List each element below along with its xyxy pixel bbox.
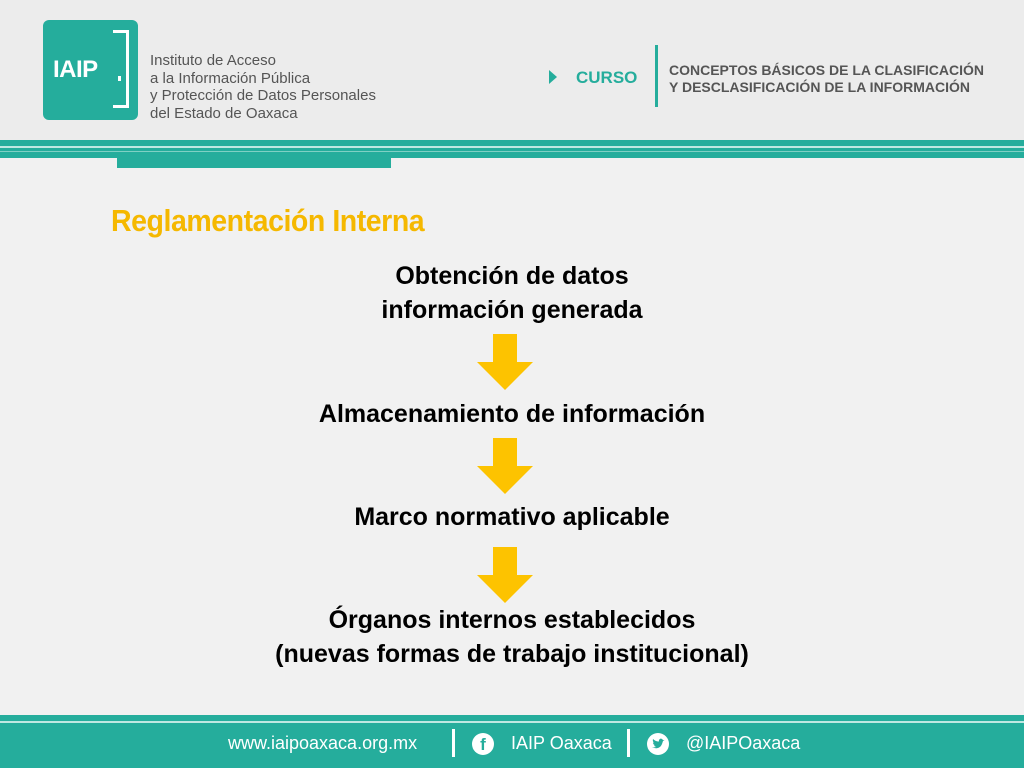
- flow-step-line: información generada: [381, 296, 643, 324]
- flow-step-4: [0, 603, 1024, 671]
- institution-line: del Estado de Oaxaca: [150, 104, 298, 122]
- down-arrow-icon: [477, 334, 533, 390]
- course-title: [669, 62, 984, 96]
- curso-label: CURSO: [576, 68, 638, 87]
- website-link[interactable]: www.iaipoaxaca.org.mx: [228, 733, 418, 753]
- flow-step-line: Obtención de datos: [395, 262, 629, 290]
- course-title-line: Y DESCLASIFICACIÓN DE LA INFORMACIÓN: [669, 79, 971, 95]
- title-tab-strip: [117, 158, 391, 168]
- course-title-line: CONCEPTOS BÁSICOS DE LA CLASIFICACIÓN: [669, 62, 985, 78]
- logo-text: IAIP: [53, 56, 98, 83]
- footer-divider: [627, 729, 630, 757]
- play-arrow-icon: [549, 70, 557, 84]
- top-band-stripe: [0, 151, 1024, 152]
- flow-step-2: [0, 397, 1024, 431]
- header: [0, 0, 1024, 140]
- twitter-icon[interactable]: [647, 733, 669, 755]
- logo-door-shape: [113, 30, 129, 108]
- facebook-icon[interactable]: f: [472, 733, 494, 755]
- top-band: [0, 140, 1024, 158]
- down-arrow-icon: [477, 547, 533, 603]
- footer-band-stripe: [0, 721, 1024, 723]
- down-arrow-icon: [477, 438, 533, 494]
- iaip-logo: [43, 20, 138, 120]
- twitter-link[interactable]: @IAIPOaxaca: [686, 733, 801, 753]
- facebook-link[interactable]: IAIP Oaxaca: [511, 733, 612, 753]
- flow-step-line: Órganos internos establecidos: [328, 606, 696, 634]
- flow-step-line: (nuevas formas de trabajo institucional): [275, 640, 749, 668]
- institution-name: [150, 52, 410, 122]
- institution-line: a la Información Pública: [150, 69, 311, 87]
- logo-dot-shape: [118, 76, 121, 81]
- flow-step-3: [0, 500, 1024, 534]
- flow-step-1: [0, 259, 1024, 327]
- flow-step-line: Almacenamiento de información: [318, 400, 706, 428]
- header-divider: [655, 45, 658, 107]
- section-title: Reglamentación Interna: [111, 203, 425, 238]
- flow-step-line: Marco normativo aplicable: [354, 503, 670, 531]
- footer-divider: [452, 729, 455, 757]
- institution-line: Instituto de Acceso: [150, 52, 276, 69]
- top-band-stripe: [0, 146, 1024, 148]
- institution-line: y Protección de Datos Personales: [150, 87, 376, 104]
